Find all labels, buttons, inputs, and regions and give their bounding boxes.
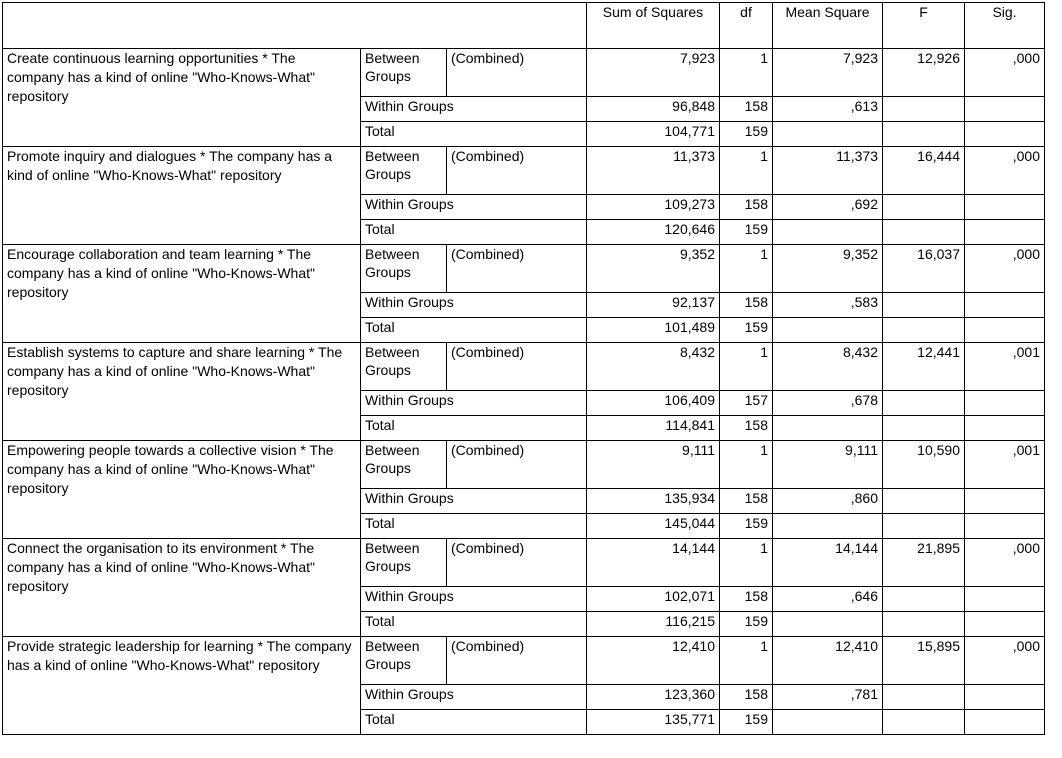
sig-empty-cell — [965, 685, 1045, 710]
sum-of-squares-value: 145,044 — [587, 514, 720, 539]
sum-of-squares-value: 116,215 — [587, 612, 720, 637]
sig-empty-cell — [965, 391, 1045, 416]
total-label: Total — [361, 612, 587, 637]
mean-square-empty-cell — [773, 416, 883, 441]
within-groups-label: Within Groups — [361, 97, 587, 122]
total-label: Total — [361, 514, 587, 539]
f-empty-cell — [883, 220, 965, 245]
combined-label: (Combined) — [447, 637, 587, 685]
f-empty-cell — [883, 195, 965, 220]
combined-label: (Combined) — [447, 441, 587, 489]
total-label: Total — [361, 122, 587, 147]
f-value: 21,895 — [883, 539, 965, 587]
sig-value: ,000 — [965, 539, 1045, 587]
df-value: 1 — [720, 637, 773, 685]
sig-empty-cell — [965, 587, 1045, 612]
sig-empty-cell — [965, 195, 1045, 220]
sig-value: ,001 — [965, 343, 1045, 391]
row-variable-label: Provide strategic leadership for learning * The company has a kind of online "Who-Knows-What" repository — [3, 637, 361, 735]
sig-empty-cell — [965, 122, 1045, 147]
f-empty-cell — [883, 416, 965, 441]
mean-square-value: ,678 — [773, 391, 883, 416]
f-empty-cell — [883, 318, 965, 343]
sum-of-squares-value: 109,273 — [587, 195, 720, 220]
f-value: 12,926 — [883, 49, 965, 97]
table-row-between — [3, 539, 1045, 587]
sig-empty-cell — [965, 514, 1045, 539]
f-value: 16,444 — [883, 147, 965, 195]
df-value: 158 — [720, 489, 773, 514]
sum-of-squares-value: 14,144 — [587, 539, 720, 587]
total-label: Total — [361, 416, 587, 441]
row-variable-label: Create continuous learning opportunities * The company has a kind of online "Who-Knows-What" repository — [3, 49, 361, 147]
sig-empty-cell — [965, 612, 1045, 637]
sum-of-squares-value: 96,848 — [587, 97, 720, 122]
df-value: 159 — [720, 318, 773, 343]
within-groups-label: Within Groups — [361, 293, 587, 318]
between-groups-label: Between Groups — [361, 343, 447, 391]
table-row-between — [3, 245, 1045, 293]
mean-square-empty-cell — [773, 514, 883, 539]
mean-square-value: ,646 — [773, 587, 883, 612]
sig-empty-cell — [965, 489, 1045, 514]
table-body — [3, 49, 1045, 735]
f-value: 10,590 — [883, 441, 965, 489]
f-empty-cell — [883, 587, 965, 612]
sig-value: ,001 — [965, 441, 1045, 489]
mean-square-value: 11,373 — [773, 147, 883, 195]
row-variable-label: Encourage collaboration and team learning * The company has a kind of online "Who-Knows-What" repository — [3, 245, 361, 343]
df-value: 159 — [720, 122, 773, 147]
mean-square-value: 14,144 — [773, 539, 883, 587]
mean-square-empty-cell — [773, 122, 883, 147]
f-empty-cell — [883, 710, 965, 735]
sig-value: ,000 — [965, 49, 1045, 97]
mean-square-value: 9,111 — [773, 441, 883, 489]
sig-empty-cell — [965, 293, 1045, 318]
f-empty-cell — [883, 685, 965, 710]
within-groups-label: Within Groups — [361, 391, 587, 416]
header-sum-of-squares: Sum of Squares — [587, 3, 720, 49]
df-value: 158 — [720, 685, 773, 710]
df-value: 159 — [720, 612, 773, 637]
within-groups-label: Within Groups — [361, 685, 587, 710]
f-empty-cell — [883, 612, 965, 637]
f-empty-cell — [883, 391, 965, 416]
df-value: 1 — [720, 49, 773, 97]
total-label: Total — [361, 318, 587, 343]
sig-value: ,000 — [965, 147, 1045, 195]
mean-square-value: ,781 — [773, 685, 883, 710]
df-value: 158 — [720, 97, 773, 122]
sum-of-squares-value: 104,771 — [587, 122, 720, 147]
within-groups-label: Within Groups — [361, 587, 587, 612]
df-value: 158 — [720, 416, 773, 441]
df-value: 159 — [720, 710, 773, 735]
mean-square-value: ,613 — [773, 97, 883, 122]
combined-label: (Combined) — [447, 49, 587, 97]
total-label: Total — [361, 710, 587, 735]
sum-of-squares-value: 9,111 — [587, 441, 720, 489]
mean-square-value: 7,923 — [773, 49, 883, 97]
combined-label: (Combined) — [447, 539, 587, 587]
f-value: 16,037 — [883, 245, 965, 293]
df-value: 158 — [720, 293, 773, 318]
sig-empty-cell — [965, 97, 1045, 122]
header-blank-cell — [3, 3, 587, 49]
df-value: 1 — [720, 245, 773, 293]
row-variable-label: Establish systems to capture and share learning * The company has a kind of online "Who-Knows-What" repository — [3, 343, 361, 441]
sum-of-squares-value: 135,934 — [587, 489, 720, 514]
mean-square-empty-cell — [773, 710, 883, 735]
df-value: 159 — [720, 514, 773, 539]
mean-square-empty-cell — [773, 318, 883, 343]
between-groups-label: Between Groups — [361, 441, 447, 489]
combined-label: (Combined) — [447, 343, 587, 391]
combined-label: (Combined) — [447, 147, 587, 195]
sum-of-squares-value: 9,352 — [587, 245, 720, 293]
sum-of-squares-value: 8,432 — [587, 343, 720, 391]
mean-square-value: ,583 — [773, 293, 883, 318]
total-label: Total — [361, 220, 587, 245]
between-groups-label: Between Groups — [361, 245, 447, 293]
mean-square-value: 8,432 — [773, 343, 883, 391]
df-value: 158 — [720, 195, 773, 220]
mean-square-value: ,860 — [773, 489, 883, 514]
table-row-between — [3, 343, 1045, 391]
sum-of-squares-value: 101,489 — [587, 318, 720, 343]
table-row-between — [3, 49, 1045, 97]
within-groups-label: Within Groups — [361, 195, 587, 220]
f-empty-cell — [883, 293, 965, 318]
sig-empty-cell — [965, 318, 1045, 343]
df-value: 158 — [720, 587, 773, 612]
header-row — [3, 3, 1045, 49]
f-empty-cell — [883, 489, 965, 514]
sum-of-squares-value: 12,410 — [587, 637, 720, 685]
f-empty-cell — [883, 514, 965, 539]
df-value: 1 — [720, 343, 773, 391]
sum-of-squares-value: 114,841 — [587, 416, 720, 441]
f-empty-cell — [883, 97, 965, 122]
df-value: 157 — [720, 391, 773, 416]
mean-square-value: 12,410 — [773, 637, 883, 685]
sig-empty-cell — [965, 710, 1045, 735]
anova-table — [2, 2, 1045, 735]
within-groups-label: Within Groups — [361, 489, 587, 514]
sig-empty-cell — [965, 220, 1045, 245]
between-groups-label: Between Groups — [361, 539, 447, 587]
sig-empty-cell — [965, 416, 1045, 441]
sum-of-squares-value: 92,137 — [587, 293, 720, 318]
sum-of-squares-value: 135,771 — [587, 710, 720, 735]
sum-of-squares-value: 11,373 — [587, 147, 720, 195]
header-mean-square: Mean Square — [773, 3, 883, 49]
sum-of-squares-value: 7,923 — [587, 49, 720, 97]
table-row-between — [3, 147, 1045, 195]
f-value: 12,441 — [883, 343, 965, 391]
table-row-between — [3, 637, 1045, 685]
combined-label: (Combined) — [447, 245, 587, 293]
df-value: 1 — [720, 539, 773, 587]
between-groups-label: Between Groups — [361, 147, 447, 195]
f-value: 15,895 — [883, 637, 965, 685]
between-groups-label: Between Groups — [361, 637, 447, 685]
header-f: F — [883, 3, 965, 49]
sum-of-squares-value: 123,360 — [587, 685, 720, 710]
df-value: 159 — [720, 220, 773, 245]
sig-value: ,000 — [965, 245, 1045, 293]
header-sig: Sig. — [965, 3, 1045, 49]
df-value: 1 — [720, 441, 773, 489]
mean-square-value: 9,352 — [773, 245, 883, 293]
df-value: 1 — [720, 147, 773, 195]
header-df: df — [720, 3, 773, 49]
sum-of-squares-value: 102,071 — [587, 587, 720, 612]
mean-square-empty-cell — [773, 612, 883, 637]
sum-of-squares-value: 120,646 — [587, 220, 720, 245]
between-groups-label: Between Groups — [361, 49, 447, 97]
sig-value: ,000 — [965, 637, 1045, 685]
mean-square-empty-cell — [773, 220, 883, 245]
row-variable-label: Connect the organisation to its environment * The company has a kind of online "Who-Knows-What" repository — [3, 539, 361, 637]
row-variable-label: Empowering people towards a collective vision * The company has a kind of online "Who-Knows-What" repository — [3, 441, 361, 539]
mean-square-value: ,692 — [773, 195, 883, 220]
sum-of-squares-value: 106,409 — [587, 391, 720, 416]
f-empty-cell — [883, 122, 965, 147]
table-row-between — [3, 441, 1045, 489]
row-variable-label: Promote inquiry and dialogues * The company has a kind of online "Who-Knows-What" repository — [3, 147, 361, 245]
